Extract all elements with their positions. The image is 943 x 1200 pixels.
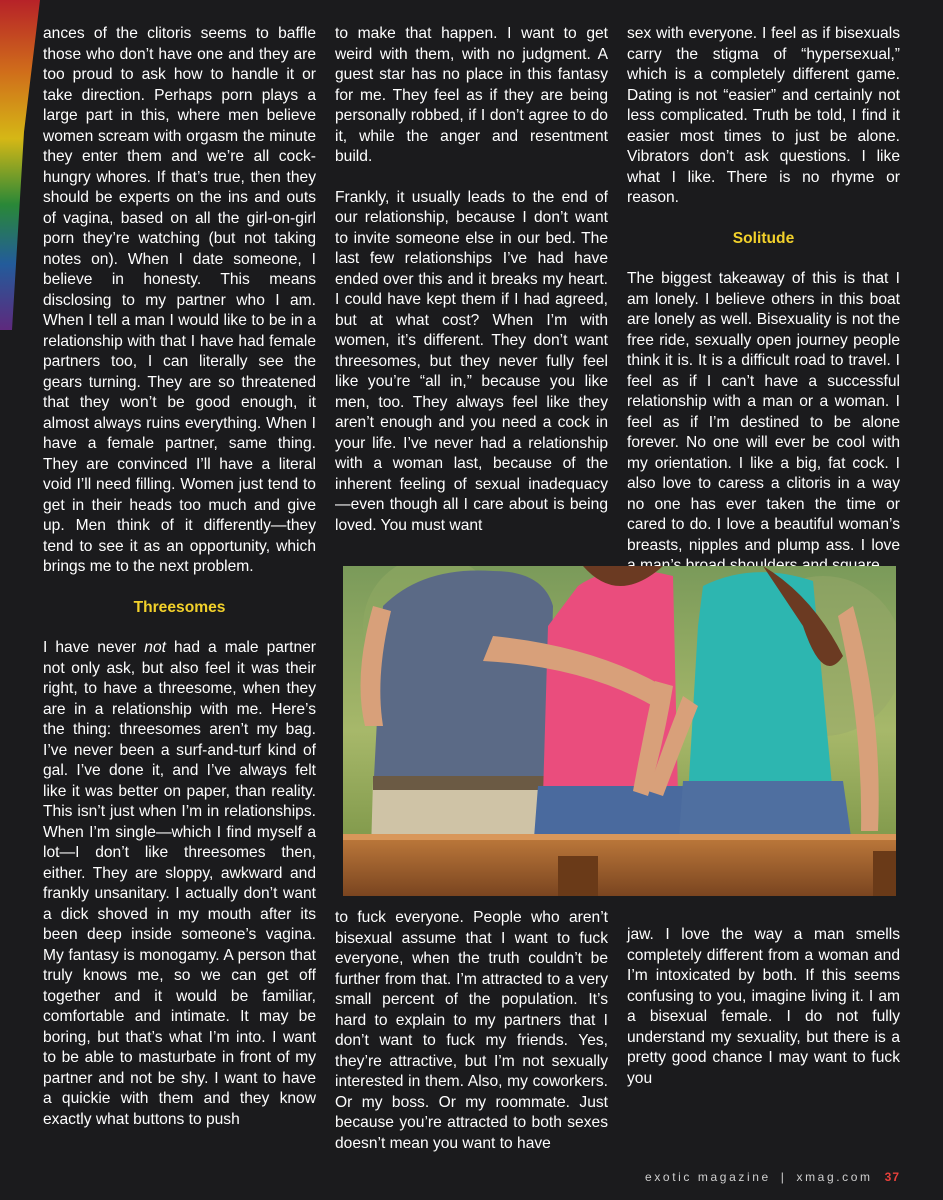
paragraph: The biggest takeaway of this is that I am lonely. I believe others in this boat are lonely as well. Bisexuality is not the free ride, sexually open journey people think it is. It is a difficult road to travel. I feel as if I can’t have a successful relationship with a man or a woman. I feel as if I’m destined to be alone forever. No one will ever be cool with my orientation. I like a big, fat cock. I also love to caress a clitoris in a way no one has ever taken the time or cared to do. I love a beautiful woman’s breasts, nipples and plump ass. I love [627, 270, 900, 554]
paragraph: to make that happen. I want to get weird with them, with no judgment. A guest star has no place in this fantasy for me. They feel as if they are being personally robbed, if I don’t agree to do it, while the anger and resentment build. [335, 25, 608, 165]
section-heading-solitude: Solitude [732, 229, 795, 247]
paragraph: ances of the clitoris seems to baffle those who don’t have one and they are too proud to ask how to handle it or take direction. Perhaps porn plays a large part in this, where men believe women scream with orgasm the minute they enter them and we’re all cock-hungry whores. If that’s true, then they should be experts on the ins and outs of vagina, based on all the girl-on-girl porn they’re watching (but not taking notes on). When I date someone, I believe in honesty. This means disclosing to my partner who I am. When I tell a man I would like to be in a relationship with that I have had female partners too, I can literally see the gears turning. They are so threatened that they won’t be good enough, it almost always ruins everything. When I have a female partner, same thing. They are convinced I’ll have a literal void I’ll need filling. Women just tend to get in their heads too much and give up. Men think of it differently—they tend to see it as an opportunity, which brings me to the next problem. [43, 25, 316, 575]
footer-separator: | [780, 1170, 787, 1184]
page-footer [645, 1170, 900, 1184]
rainbow-flag-decoration [0, 0, 40, 330]
section-heading-threesomes: Threesomes [133, 598, 226, 616]
emphasis-text: not [144, 639, 166, 656]
page-number: 37 [884, 1170, 900, 1184]
paragraph: Frankly, it usually leads to the end of our relationship, because I don’t want to invite someone else in our bed. The last few relationships I’ve had have ended over this and it breaks my heart. I could have kept them if I had agreed, but at what cost? When I’m with women, it’s different. They don’t want threesomes, but they never fully feel like you’re “all in,” because you like men, too. They always feel like they aren’t enough and you need a cock in your life. I’ve never had a relationship with a woman last, because of the inherent feeling of sexual inadequacy—even though all I care about is being loved. You must want [335, 188, 608, 534]
paragraph: jaw. I love the way a man smells completely different from a woman and I’m intoxicated by both. If this seems confusing to you, imagine living it. I am a bisexual female. I do not fully understand my sexuality, but there is a pretty good chance I may want to fuck you [627, 926, 900, 1087]
article-photo-three-women-on-bench [343, 566, 896, 896]
paragraph: to fuck everyone. People who aren’t bisexual assume that I want to fuck everyone, when the truth couldn’t be further from that. I’m attracted to a very small percent of the population. It’s hard to explain to my partners that I don’t want to fuck my friends. Yes, they’re attractive, but I’m not sexually interested in them. Also, my coworkers. Or my boss. Or my roommate. Just because you’re attracted to both sexes doesn’t mean you want to have [335, 909, 608, 1152]
text-run: I have never [43, 639, 145, 656]
article-column-3-continued [627, 925, 900, 1089]
article-column-3 [627, 24, 900, 577]
article-column-2-continued [335, 908, 608, 1154]
site-url: xmag.com [796, 1170, 873, 1184]
paragraph [43, 638, 316, 1130]
article-column-2 [335, 24, 608, 536]
magazine-name: exotic magazine [645, 1170, 771, 1184]
article-column-1 [43, 24, 316, 1130]
text-run: had a male partner not only ask, but also feel it was their right, to have a threesome, when they are in a relationship with me. Here’s the thing: threesomes aren’t my bag. I’ve never been a surf-and-turf kind of gal. I’ve done it, and I’ve always felt like it was better on paper, than reality. This isn’t just when I’m in relationships. When I’m single—which I find myself a lot—I don’t like threesomes then, either. They are sloppy, awkward and frankly unsanitary. I actually don’t want a dick shoved in my mouth after its been deep inside someone’s vagina. My fantasy is monogamy. A person that truly knows me, so we can get off together and it would be familiar, comfortable and intimate. It may be boring, but that’s what I’m into. I want to be able to masturbate in front of my partner and not be shy. I want to have a quickie with them and they know exactly what buttons to push [43, 639, 316, 1128]
paragraph: sex with everyone. I feel as if bisexuals carry the stigma of “hypersexual,” which is a completely different game. Dating is not “easier” and certainly not less complicated. Truth be told, I find it easier most times to just be alone. Vibrators don’t ask questions. I like what I like. There is no rhyme or reason. [627, 25, 900, 206]
